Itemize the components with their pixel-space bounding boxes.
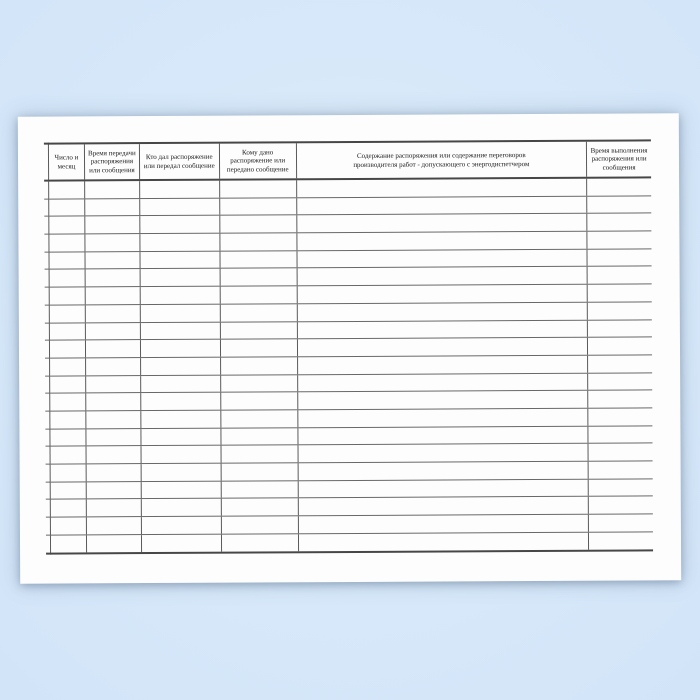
table-cell-to-whom xyxy=(220,233,297,250)
table-cell-content xyxy=(298,479,589,497)
table-cell-who-gave xyxy=(141,322,221,339)
table-cell-content xyxy=(297,214,588,232)
table-cell-date xyxy=(50,305,86,322)
table-cell-time-sent xyxy=(85,252,140,269)
table-cell-time-done xyxy=(589,497,653,514)
table-cell-time-done xyxy=(588,285,652,302)
table-cell-time-sent xyxy=(87,517,142,534)
table-cell-time-done xyxy=(587,196,651,213)
header-line: Кому дано xyxy=(241,148,274,157)
table-cell-who-gave xyxy=(140,234,220,251)
table-cell-date xyxy=(50,394,86,411)
table-cell-to-whom xyxy=(220,286,297,303)
header-line: сообщения xyxy=(602,163,636,172)
table-cell-content xyxy=(297,232,588,250)
table-cell-date xyxy=(50,411,86,428)
table-cell-time-done xyxy=(589,532,653,550)
table-cell-time-sent xyxy=(86,429,141,446)
table-cell-date xyxy=(50,376,86,393)
table-cell-content xyxy=(298,462,589,480)
table-cell-date xyxy=(49,199,85,216)
table-cell-time-sent xyxy=(85,216,140,233)
column-header-who-gave xyxy=(140,144,220,179)
table-cell-who-gave xyxy=(142,534,222,552)
table-cell-who-gave xyxy=(141,464,221,481)
table-cell-date xyxy=(51,482,87,499)
table-cell-date xyxy=(51,517,87,534)
table-cell-date xyxy=(49,234,85,251)
table-cell-content xyxy=(297,303,588,321)
column-header-time-sent xyxy=(85,144,140,179)
table-cell-date xyxy=(49,252,85,269)
table-cell-time-sent xyxy=(86,446,141,463)
log-form-table xyxy=(48,139,653,555)
table-cell-who-gave xyxy=(140,216,220,233)
table-cell-content xyxy=(297,250,588,268)
table-cell-date xyxy=(51,535,87,553)
table-cell-who-gave xyxy=(141,287,221,304)
table-cell-who-gave xyxy=(142,517,222,534)
table-cell-time-done xyxy=(588,249,652,266)
header-line: или передал сообщение xyxy=(143,161,215,170)
table-cell-who-gave xyxy=(141,393,221,410)
table-cell-time-sent xyxy=(87,499,142,516)
table-cell-time-sent xyxy=(87,535,142,553)
table-cell-to-whom xyxy=(220,216,297,233)
column-header-time-done xyxy=(587,141,651,176)
table-cell-date xyxy=(50,288,86,305)
table-cell-time-done xyxy=(588,267,652,284)
header-line: Время передачи xyxy=(87,148,136,158)
table-cell-to-whom xyxy=(222,516,299,533)
table-cell-time-done xyxy=(588,302,652,319)
table-cell-time-done xyxy=(587,178,651,195)
column-header-to-whom xyxy=(220,143,297,178)
table-cell-content xyxy=(298,515,589,533)
header-line: распоряжения или xyxy=(591,154,647,163)
table-cell-date xyxy=(49,181,85,198)
table-body xyxy=(48,178,653,555)
table-cell-to-whom xyxy=(221,393,298,410)
table-cell-time-sent xyxy=(86,376,141,393)
table-cell-time-sent xyxy=(86,358,141,375)
table-cell-to-whom xyxy=(220,251,297,268)
header-line: распоряжение или xyxy=(230,156,286,165)
table-cell-date xyxy=(50,270,86,287)
header-line: или сообщения xyxy=(89,165,135,175)
paper-sheet xyxy=(18,113,681,583)
header-line: месяц xyxy=(57,161,76,171)
table-cell-time-done xyxy=(589,479,653,496)
table-cell-time-done xyxy=(589,461,653,478)
table-cell-content xyxy=(297,179,588,197)
table-cell-time-sent xyxy=(86,270,141,287)
table-cell-content xyxy=(298,338,589,356)
header-line: Кто дал распоряжение xyxy=(145,152,213,162)
table-cell-who-gave xyxy=(140,251,220,268)
table-cell-content xyxy=(297,320,588,338)
table-cell-to-whom xyxy=(221,339,298,356)
table-cell-time-sent xyxy=(86,340,141,357)
table-row xyxy=(51,532,653,553)
table-header-row xyxy=(48,139,651,181)
table-cell-time-done xyxy=(589,444,653,461)
header-line: передано сообщение xyxy=(226,165,289,174)
table-cell-who-gave xyxy=(140,269,220,286)
table-cell-who-gave xyxy=(141,340,221,357)
table-cell-to-whom xyxy=(221,357,298,374)
table-cell-content xyxy=(298,373,589,391)
table-cell-to-whom xyxy=(221,410,298,427)
table-cell-time-sent xyxy=(86,411,141,428)
table-cell-time-sent xyxy=(85,234,140,251)
table-cell-content xyxy=(298,497,589,515)
table-cell-to-whom xyxy=(221,428,298,445)
header-line: Число и xyxy=(54,153,79,162)
table-cell-to-whom xyxy=(221,481,298,498)
table-cell-time-sent xyxy=(85,199,140,216)
table-cell-to-whom xyxy=(220,198,297,215)
table-cell-time-done xyxy=(588,391,652,408)
table-cell-date xyxy=(50,323,86,340)
table-cell-content xyxy=(298,356,589,374)
table-cell-content xyxy=(298,391,589,409)
table-cell-time-sent xyxy=(85,181,140,198)
table-cell-time-done xyxy=(588,231,652,248)
table-cell-content xyxy=(297,196,588,214)
table-cell-time-done xyxy=(587,214,651,231)
table-cell-to-whom xyxy=(220,269,297,286)
table-cell-who-gave xyxy=(141,446,221,463)
table-cell-content xyxy=(299,532,590,551)
table-cell-who-gave xyxy=(141,428,221,445)
table-cell-to-whom xyxy=(221,463,298,480)
table-cell-time-done xyxy=(588,373,652,390)
table-cell-content xyxy=(298,426,589,444)
table-cell-to-whom xyxy=(221,375,298,392)
table-cell-time-sent xyxy=(86,393,141,410)
table-cell-content xyxy=(297,285,588,303)
header-line: Время выполнения xyxy=(590,146,648,155)
table-cell-time-done xyxy=(588,320,652,337)
table-cell-to-whom xyxy=(220,180,297,197)
table-cell-who-gave xyxy=(141,375,221,392)
header-line: производителя работ - допускающего с энергодиспетчером xyxy=(353,159,530,169)
table-cell-who-gave xyxy=(140,198,220,215)
table-cell-to-whom xyxy=(222,534,299,552)
column-header-date xyxy=(49,144,85,179)
header-line: Содержание распоряжения или содержание переговоров xyxy=(356,151,526,160)
table-cell-who-gave xyxy=(142,499,222,516)
table-cell-time-done xyxy=(589,426,653,443)
table-cell-date xyxy=(51,464,87,481)
table-cell-who-gave xyxy=(141,358,221,375)
table-cell-date xyxy=(51,500,87,517)
table-cell-date xyxy=(50,429,86,446)
table-cell-content xyxy=(298,444,589,462)
table-cell-content xyxy=(297,267,588,285)
table-cell-time-done xyxy=(588,355,652,372)
header-line: распоряжения xyxy=(90,157,134,166)
table-cell-content xyxy=(298,409,589,427)
table-cell-to-whom xyxy=(221,322,298,339)
table-cell-to-whom xyxy=(221,446,298,463)
table-cell-who-gave xyxy=(141,304,221,321)
table-cell-time-done xyxy=(588,408,652,425)
table-cell-time-sent xyxy=(87,464,142,481)
table-cell-time-sent xyxy=(86,323,141,340)
table-cell-to-whom xyxy=(222,499,299,516)
table-cell-time-done xyxy=(588,338,652,355)
table-cell-date xyxy=(50,358,86,375)
table-cell-time-sent xyxy=(87,482,142,499)
table-cell-time-done xyxy=(589,514,653,531)
table-cell-who-gave xyxy=(142,481,222,498)
table-cell-time-sent xyxy=(86,287,141,304)
column-header-content xyxy=(297,142,588,179)
table-cell-date xyxy=(50,341,86,358)
table-cell-date xyxy=(49,217,85,234)
table-cell-to-whom xyxy=(220,304,297,321)
table-cell-date xyxy=(51,447,87,464)
table-cell-time-sent xyxy=(86,305,141,322)
table-cell-who-gave xyxy=(140,181,220,198)
table-cell-who-gave xyxy=(141,411,221,428)
